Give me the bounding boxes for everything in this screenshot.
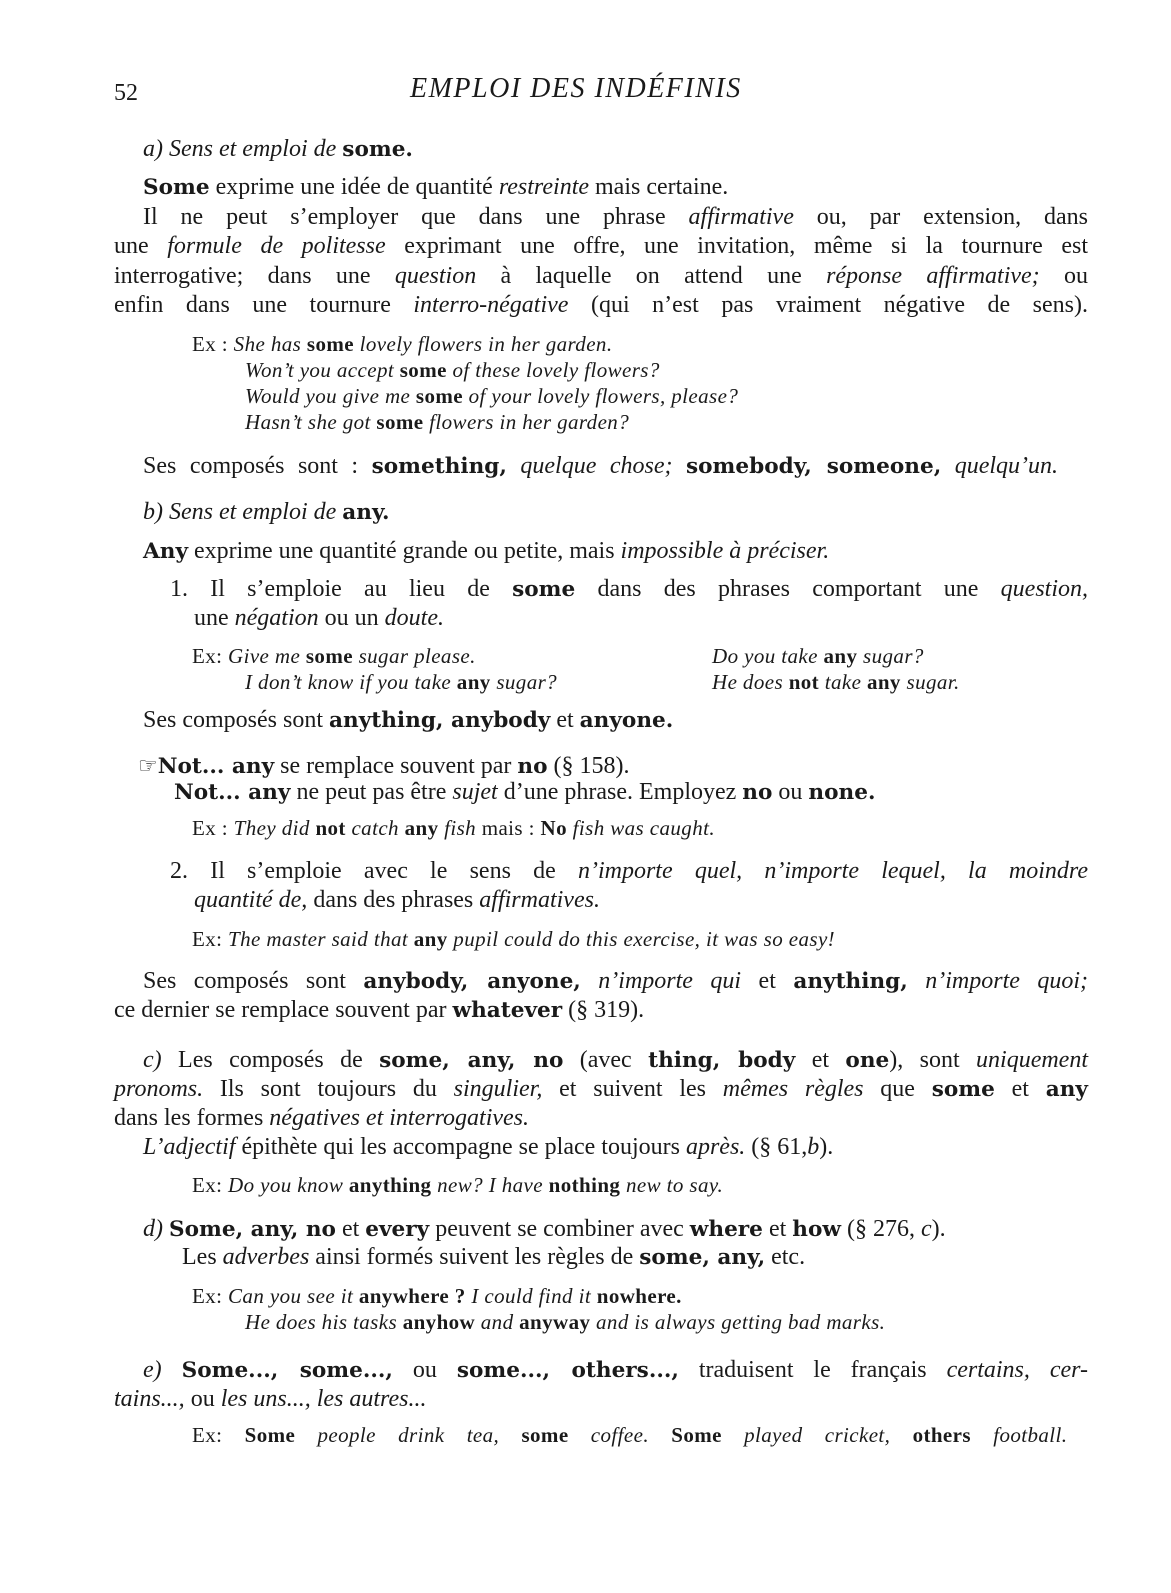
bold-term: some: [376, 410, 424, 434]
plain-text: et: [762, 1216, 793, 1242]
italic-text: coffee.: [568, 1423, 672, 1447]
text-line: [114, 1075, 1088, 1104]
text-line: [194, 604, 444, 632]
plain-text: [507, 453, 520, 479]
example-line: [712, 642, 924, 670]
plain-text: (qui n’est pas vraiment négative de sens).: [568, 292, 1089, 318]
bold-term: anywhere ?: [358, 1284, 466, 1308]
plain-text: traduisent le français: [678, 1357, 947, 1383]
plain-text: ).: [819, 1134, 834, 1160]
text-line: [143, 537, 829, 566]
italic-text: certains, cer-: [946, 1357, 1088, 1383]
bold-term: any: [404, 816, 439, 840]
plain-text: dans des phrases: [307, 887, 480, 913]
plain-text: (§ 319).: [562, 997, 645, 1023]
plain-text: ou: [392, 1357, 457, 1383]
text-line: [170, 575, 1088, 604]
plain-text: [673, 453, 686, 479]
plain-text: (avec: [563, 1047, 649, 1073]
italic-text: L’adjectif: [143, 1134, 236, 1160]
italic-text: lovely flowers in her garden.: [353, 332, 613, 356]
bold-term: some: [415, 384, 463, 408]
text-line: [114, 1104, 529, 1132]
plain-text: une: [194, 605, 235, 631]
plain-text: se remplace souvent par: [274, 753, 518, 779]
example-line: [192, 1421, 1067, 1449]
italic-text: He does: [712, 670, 789, 694]
plain-text: (§ 276,: [840, 1216, 921, 1242]
plain-text: et: [741, 968, 794, 994]
bold-term: somebody, someone,: [685, 454, 942, 479]
italic-text: new? I have: [431, 1173, 549, 1197]
bold-term: others: [912, 1423, 971, 1447]
bold-term: Not... any: [157, 754, 275, 779]
bold-term: some: [931, 1077, 995, 1102]
bold-term: some: [521, 1423, 569, 1447]
plain-text: d’une phrase. Employez: [497, 779, 743, 805]
bold-term: how: [792, 1217, 841, 1242]
plain-text: exprimant une offre, une invitation, même si la tournure est: [385, 233, 1088, 259]
italic-text: question: [394, 263, 477, 289]
bold-term: Some: [671, 1423, 722, 1447]
italic-text: football.: [970, 1423, 1068, 1447]
example-line: [245, 382, 738, 410]
bold-term: Not... any: [174, 780, 291, 805]
plain-text: une: [114, 233, 168, 259]
plain-text: et: [550, 707, 580, 733]
bold-term: thing, body: [648, 1048, 796, 1073]
italic-text: fish: [438, 816, 477, 840]
italic-text: and: [475, 1310, 520, 1334]
text-line: [138, 752, 630, 781]
bold-term: anyway: [519, 1310, 591, 1334]
italic-text: pupil could do this exercise, it was so easy!: [447, 927, 836, 951]
plain-text: Ses composés sont: [143, 707, 329, 733]
bold-term: some, any, no: [379, 1048, 564, 1073]
italic-text: Won’t you accept: [245, 358, 400, 382]
italic-text: n’importe quel, n’importe lequel, la moindre: [577, 858, 1088, 884]
italic-text: take: [819, 670, 867, 694]
bold-term: whatever: [452, 998, 563, 1023]
italic-text: Can you see it: [228, 1284, 359, 1308]
plain-text: exprime une quantité grande ou petite, mais: [188, 538, 621, 564]
italic-text: sugar.: [900, 670, 960, 694]
italic-text: of these lovely flowers?: [446, 358, 660, 382]
bold-term: any: [866, 670, 901, 694]
text-line: [182, 1243, 805, 1272]
bold-term: some: [305, 644, 353, 668]
italic-text: d): [143, 1216, 163, 1242]
plain-text: dans des phrases comportant une: [575, 576, 1001, 602]
plain-text: exprime une idée de quantité: [209, 174, 499, 200]
plain-text: [941, 453, 954, 479]
bold-term: anyone.: [579, 708, 674, 733]
text-line: [114, 291, 1088, 319]
bold-term: any: [413, 927, 448, 951]
plain-text: [162, 1357, 182, 1383]
plain-text: Il ne peut s’employer que dans une phrase: [143, 204, 689, 230]
text-line: [143, 498, 390, 527]
plain-text: (§ 61,: [745, 1134, 808, 1160]
plain-text: ce dernier se remplace souvent par: [114, 997, 453, 1023]
bold-term: some: [306, 332, 354, 356]
italic-text: quantité de,: [194, 887, 308, 913]
bold-term: anyhow: [402, 1310, 476, 1334]
italic-text: tains...,: [114, 1386, 185, 1412]
example-line: [245, 356, 660, 384]
italic-text: a) Sens et emploi de: [143, 136, 343, 162]
text-line: [143, 1046, 1088, 1075]
italic-text: sugar please.: [352, 644, 476, 668]
running-title: EMPLOI DES INDÉFINIS: [410, 73, 742, 104]
bold-term: something,: [371, 454, 507, 479]
plain-text: Ex:: [192, 1423, 245, 1447]
italic-text: singulier,: [453, 1076, 543, 1102]
italic-text: doute.: [384, 605, 444, 631]
italic-text: restreinte: [498, 174, 590, 200]
pointing-hand-icon: ☞: [138, 753, 158, 778]
italic-text: He does his tasks: [245, 1310, 403, 1334]
plain-text: 1. Il s’emploie au lieu de: [170, 576, 513, 602]
bold-term: anything, anybody: [329, 708, 551, 733]
plain-text: [581, 968, 598, 994]
italic-text: She has: [233, 332, 307, 356]
italic-text: négatives et interrogatives.: [269, 1105, 530, 1131]
bold-term: Any: [143, 539, 189, 564]
bold-term: where: [689, 1217, 763, 1242]
plain-text: ou: [184, 1386, 221, 1412]
bold-term: Some: [143, 175, 210, 200]
bold-term: some.: [342, 137, 413, 162]
example-line: [192, 1282, 682, 1310]
example-line: [192, 814, 715, 842]
example-line: [192, 330, 612, 358]
plain-text: ainsi formés suivent les règles de: [309, 1244, 640, 1270]
bold-term: any: [1045, 1077, 1088, 1102]
text-line: [170, 857, 1088, 885]
page-number: 52: [114, 80, 138, 106]
text-line: [114, 1385, 426, 1413]
bold-term: some: [512, 577, 576, 602]
plain-text: et suivent les: [542, 1076, 723, 1102]
italic-text: b) Sens et emploi de: [143, 499, 343, 525]
text-line: [143, 1215, 946, 1244]
bold-term: anybody, anyone,: [363, 969, 581, 994]
bold-term: anything,: [793, 969, 908, 994]
text-line: [143, 1356, 1088, 1385]
plain-text: Ex:: [192, 1173, 229, 1197]
italic-text: Do you take: [712, 644, 824, 668]
example-line: [245, 408, 629, 436]
example-line: [712, 668, 960, 696]
bold-term: some, any,: [639, 1245, 766, 1270]
plain-text: ne peut pas être: [290, 779, 453, 805]
plain-text: Les: [182, 1244, 223, 1270]
italic-text: c): [143, 1047, 162, 1073]
italic-text: n’importe qui: [598, 968, 742, 994]
italic-text: impossible à préciser.: [620, 538, 830, 564]
italic-text: pronoms.: [114, 1076, 204, 1102]
text-line: [143, 706, 673, 735]
plain-text: Les composés de: [161, 1047, 380, 1073]
italic-text: fish was caught.: [567, 816, 715, 840]
bold-term: nowhere.: [596, 1284, 682, 1308]
italic-text: played cricket,: [721, 1423, 913, 1447]
bold-term: no: [742, 780, 773, 805]
plain-text: ou un: [318, 605, 385, 631]
bold-term: any: [456, 670, 491, 694]
italic-text: interro-négative: [413, 292, 569, 318]
text-line: [194, 886, 600, 914]
italic-text: sugar?: [857, 644, 924, 668]
italic-text: après.: [685, 1134, 746, 1160]
plain-text: et: [335, 1216, 366, 1242]
italic-text: quelque chose;: [520, 453, 673, 479]
italic-text: affirmatives.: [479, 887, 600, 913]
plain-text: ), sont: [889, 1047, 977, 1073]
italic-text: les uns..., les autres...: [220, 1386, 427, 1412]
plain-text: Ses composés sont: [143, 968, 364, 994]
plain-text: épithète qui les accompagne se place toujours: [235, 1134, 686, 1160]
italic-text: I don’t know if you take: [245, 670, 457, 694]
plain-text: [908, 968, 925, 994]
italic-text: uniquement: [976, 1047, 1089, 1073]
bold-term: anything: [348, 1173, 432, 1197]
text-line: [143, 967, 1088, 996]
bold-term: Some, any, no: [169, 1217, 336, 1242]
bold-term: nothing: [548, 1173, 621, 1197]
italic-text: Do you know: [228, 1173, 349, 1197]
italic-text: and is always getting bad marks.: [590, 1310, 886, 1334]
italic-text: affirmative: [688, 204, 794, 230]
italic-text: b: [807, 1134, 820, 1160]
italic-text: mêmes règles: [722, 1076, 864, 1102]
text-line: [143, 452, 1058, 481]
bold-term: one: [845, 1048, 890, 1073]
italic-text: e): [143, 1357, 162, 1383]
plain-text: peuvent se combiner avec: [429, 1216, 690, 1242]
text-line: [114, 262, 1088, 290]
bold-term: none.: [808, 780, 876, 805]
example-line: [192, 642, 476, 670]
italic-text: n’importe quoi;: [925, 968, 1089, 994]
italic-text: réponse affirmative;: [826, 263, 1040, 289]
text-line: [114, 996, 644, 1025]
italic-text: I could find it: [465, 1284, 597, 1308]
italic-text: c: [920, 1216, 932, 1242]
plain-text: (§ 158).: [547, 753, 630, 779]
plain-text: Ex:: [192, 644, 229, 668]
plain-text: à laquelle on attend une: [476, 263, 827, 289]
bold-term: some..., others...,: [456, 1358, 679, 1383]
plain-text: ou, par extension, dans: [793, 204, 1088, 230]
plain-text: ou: [772, 779, 809, 805]
plain-text: Ses composés sont :: [143, 453, 372, 479]
example-line: [192, 1171, 723, 1199]
bold-term: not: [788, 670, 820, 694]
example-line: [245, 1308, 885, 1336]
italic-text: question,: [1000, 576, 1088, 602]
italic-text: sujet: [452, 779, 498, 805]
plain-text: Ex :: [192, 816, 234, 840]
text-line: [114, 232, 1088, 260]
italic-text: of your lovely flowers, please?: [462, 384, 739, 408]
italic-text: sugar?: [490, 670, 558, 694]
italic-text: négation: [234, 605, 319, 631]
example-line: [245, 668, 557, 696]
plain-text: ).: [931, 1216, 946, 1242]
plain-text: dans les formes: [114, 1105, 270, 1131]
text-line: [143, 203, 1088, 231]
italic-text: Would you give me: [245, 384, 416, 408]
bold-term: no: [517, 754, 548, 779]
plain-text: que: [863, 1076, 932, 1102]
italic-text: Hasn’t she got: [245, 410, 377, 434]
italic-text: adverbes: [222, 1244, 310, 1270]
plain-text: ou: [1039, 263, 1089, 289]
text-line: [143, 173, 728, 202]
example-line: [192, 925, 835, 953]
plain-text: etc.: [765, 1244, 806, 1270]
bold-term: not: [315, 816, 346, 840]
bold-term: some: [399, 358, 447, 382]
text-line: [143, 135, 413, 164]
bold-term: every: [365, 1217, 430, 1242]
bold-term: No: [540, 816, 567, 840]
plain-text: Ex:: [192, 1284, 229, 1308]
italic-text: new to say.: [620, 1173, 724, 1197]
italic-text: They did: [233, 816, 316, 840]
italic-text: catch: [345, 816, 405, 840]
italic-text: quelqu’un.: [954, 453, 1059, 479]
italic-text: flowers in her garden?: [423, 410, 630, 434]
italic-text: formule de politesse: [167, 233, 386, 259]
italic-text: The master said that: [228, 927, 414, 951]
italic-text: Give me: [228, 644, 306, 668]
bold-term: any.: [342, 500, 390, 525]
italic-text: people drink tea,: [295, 1423, 522, 1447]
bold-term: any: [823, 644, 858, 668]
text-line: [143, 1133, 833, 1161]
plain-text: Ex:: [192, 927, 229, 951]
plain-text: Ils sont toujours du: [203, 1076, 454, 1102]
plain-text: et: [994, 1076, 1046, 1102]
plain-text: 2. Il s’emploie avec le sens de: [170, 858, 578, 884]
bold-term: Some: [244, 1423, 296, 1447]
plain-text: interrogative; dans une: [114, 263, 395, 289]
plain-text: et: [795, 1047, 846, 1073]
plain-text: mais :: [476, 816, 541, 840]
plain-text: Ex :: [192, 332, 234, 356]
text-line: [174, 778, 875, 807]
bold-term: Some..., some...,: [181, 1358, 393, 1383]
plain-text: mais certaine.: [589, 174, 729, 200]
plain-text: enfin dans une tournure: [114, 292, 414, 318]
